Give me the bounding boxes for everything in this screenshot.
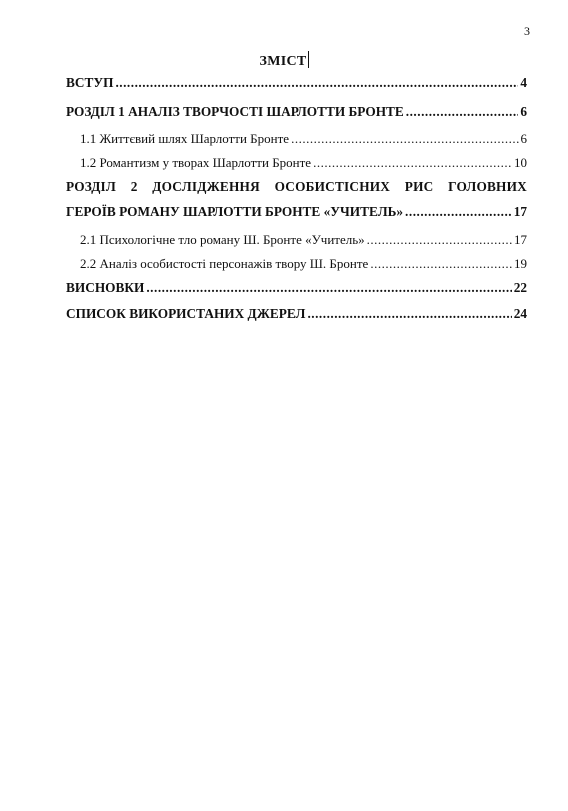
dot-leader — [146, 280, 511, 296]
toc-entry-label: ВИСНОВКИ — [66, 280, 145, 295]
toc-entry-page: 4 — [520, 75, 527, 90]
toc-entry-page: 22 — [513, 280, 527, 295]
dot-leader — [367, 232, 512, 248]
toc-entry-page: 17 — [513, 204, 527, 219]
toc-entry-chapter-2-line-1[interactable] — [66, 179, 527, 195]
toc-entry-label: РОЗДІЛ 1 АНАЛІЗ ТВОРЧОСТІ ШАРЛОТТИ БРОНТЕ — [66, 104, 404, 119]
toc-entry-page: 19 — [514, 256, 527, 271]
dot-leader — [291, 131, 518, 147]
dot-leader — [405, 204, 512, 220]
toc-entry-section-1-1[interactable] — [80, 131, 527, 147]
toc-entry-label: СПИСОК ВИКОРИСТАНИХ ДЖЕРЕЛ — [66, 306, 306, 321]
toc-entry-page: 17 — [514, 232, 527, 247]
toc-entry-label: ГЕРОЇВ РОМАНУ ШАРЛОТТИ БРОНТЕ «УЧИТЕЛЬ» — [66, 204, 404, 219]
dot-leader — [307, 306, 511, 322]
toc-word: ОСОБИСТІСНИХ — [274, 179, 391, 194]
toc-entry-page: 10 — [514, 155, 527, 170]
dot-leader — [115, 75, 518, 91]
toc-word: 2 — [130, 179, 138, 194]
toc-entry-section-2-1[interactable] — [80, 232, 527, 248]
toc-entry-label: 1.1 Життєвий шлях Шарлотти Бронте — [80, 131, 290, 146]
toc-entry-section-1-2[interactable] — [80, 155, 527, 171]
dot-leader — [313, 155, 512, 171]
toc-entry-chapter-1[interactable] — [66, 104, 527, 120]
toc-word: ГОЛОВНИХ — [448, 179, 527, 194]
toc-entry-page: 24 — [513, 306, 527, 321]
toc-entry-intro[interactable] — [66, 75, 527, 91]
toc-word: ДОСЛІДЖЕННЯ — [152, 179, 260, 194]
toc-word: РОЗДІЛ — [66, 179, 117, 194]
toc-entry-label: 2.1 Психологічне тло роману Ш. Бронте «Учитель» — [80, 232, 365, 247]
toc-entry-chapter-2-line-2[interactable] — [66, 204, 527, 220]
toc-entry-label: 1.2 Романтизм у творах Шарлотти Бронте — [80, 155, 312, 170]
toc-word: РИС — [404, 179, 434, 194]
toc-entry-label: 2.2 Аналіз особистості персонажів твору Ш. Бронте — [80, 256, 369, 271]
toc-entry-section-2-2[interactable] — [80, 256, 527, 272]
page-number: 3 — [524, 24, 530, 38]
toc-title-text: ЗМІСТ — [259, 54, 307, 69]
toc-entry-label: ВСТУП — [66, 75, 114, 90]
toc-entry-conclusions[interactable] — [66, 280, 527, 296]
dot-leader — [406, 104, 519, 120]
text-cursor — [308, 51, 309, 68]
toc-entry-page: 6 — [520, 131, 527, 146]
toc-entry-page: 6 — [520, 104, 527, 119]
toc-title — [0, 51, 568, 70]
dot-leader — [370, 256, 512, 272]
toc-entry-references[interactable] — [66, 306, 527, 322]
